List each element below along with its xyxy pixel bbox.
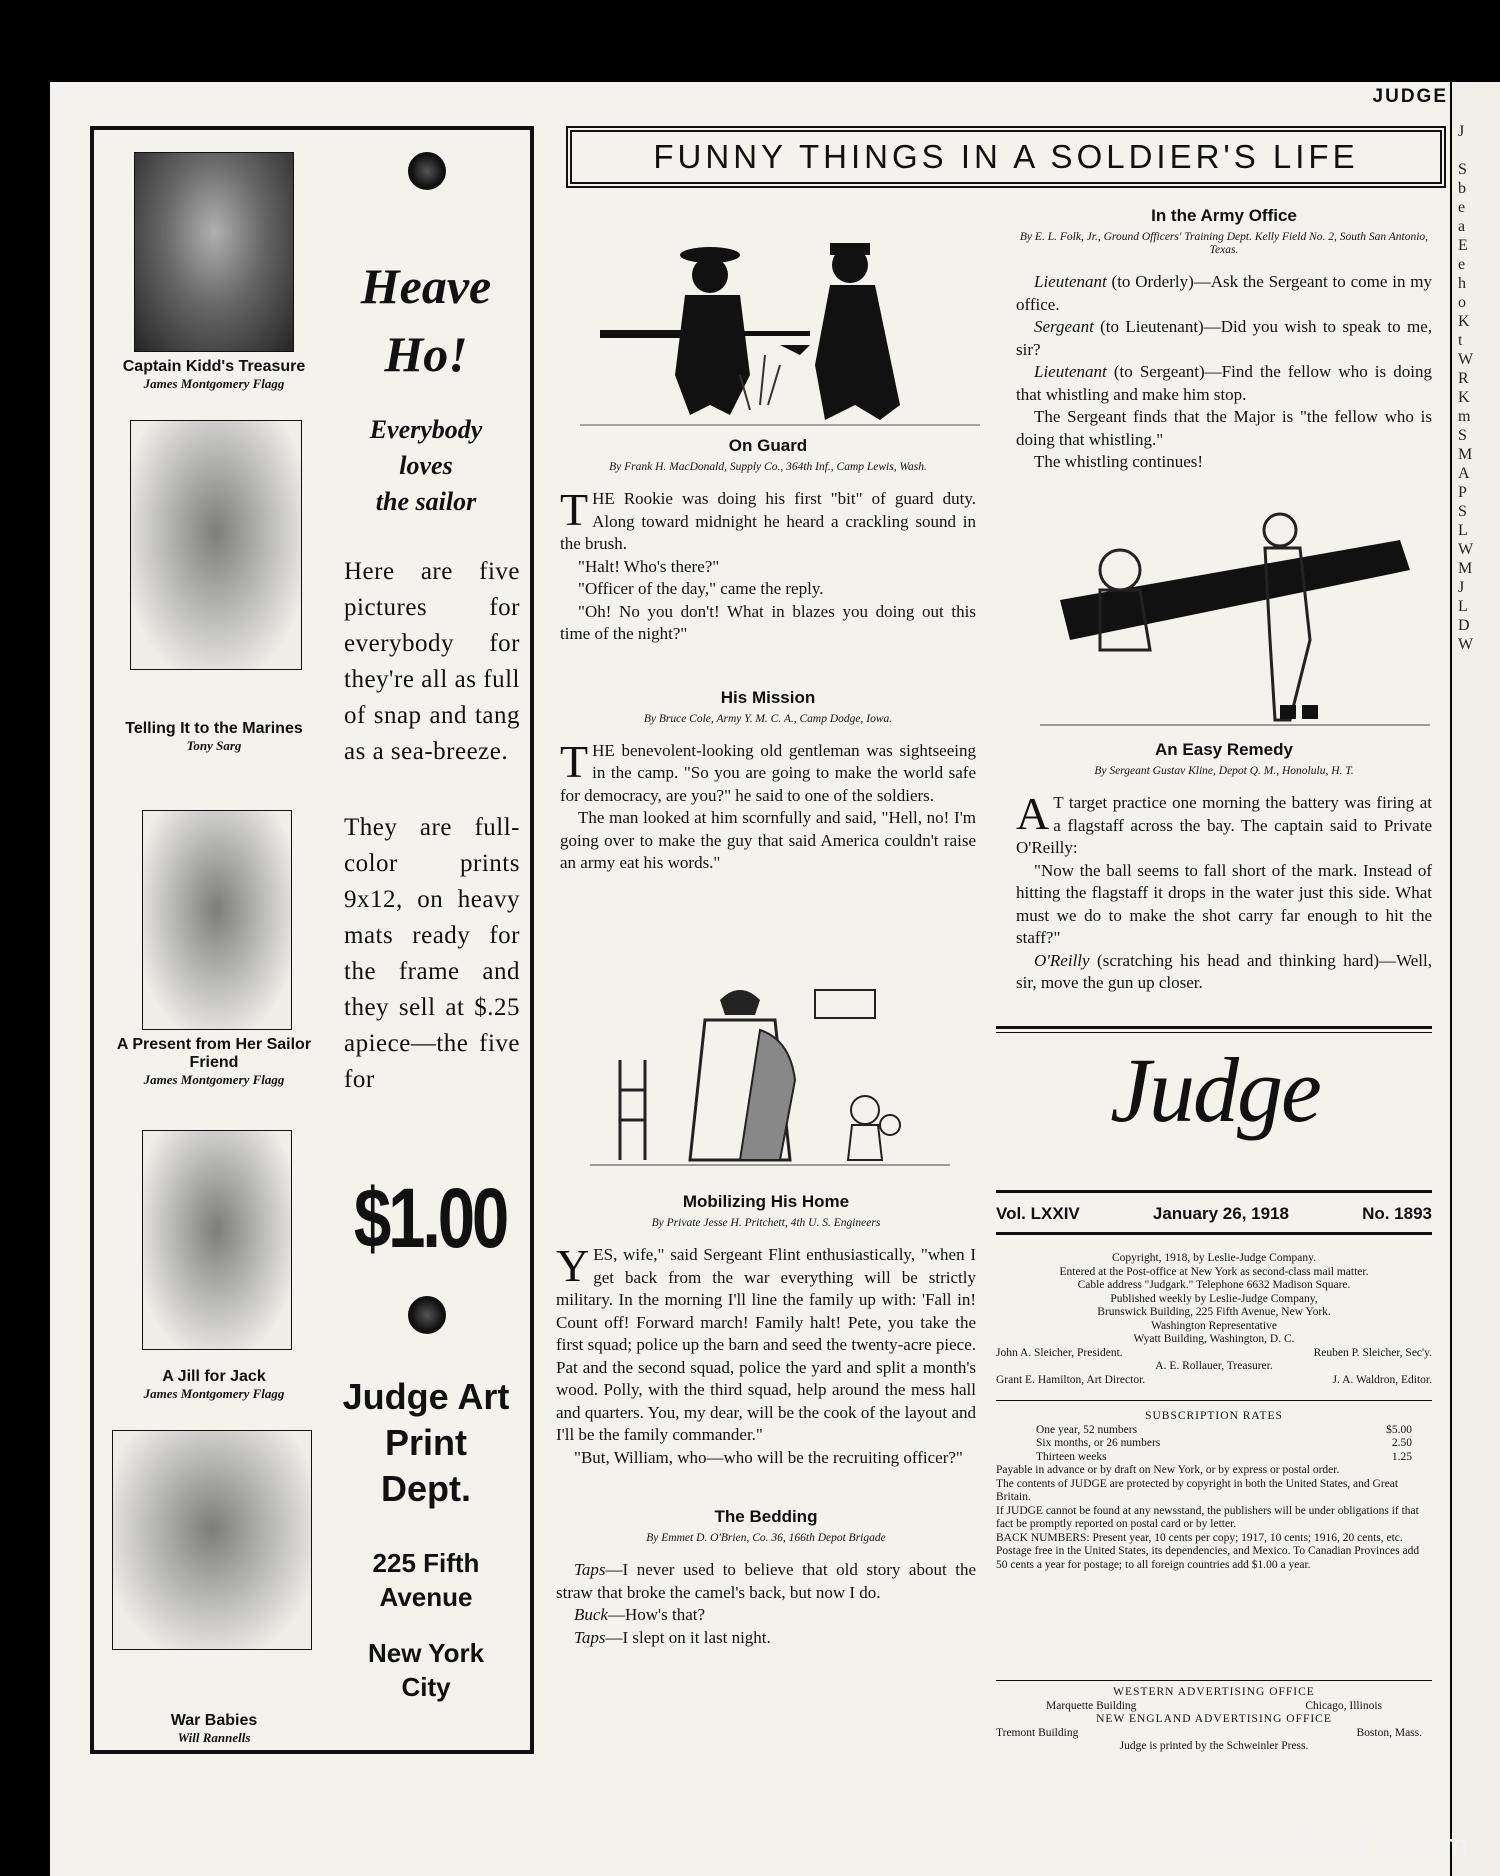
issue-line (996, 1204, 1432, 1224)
headline-ho: Ho! (384, 326, 468, 382)
caption-1: Captain Kidd's Treasure James Montgomery Flagg (122, 358, 306, 391)
dept-line-1: Judge Art (342, 1376, 510, 1417)
dept-line-2: Print (384, 1422, 467, 1463)
story-easy-remedy: An Easy Remedy By Sergeant Gustav Kline, Depot Q. M., Honolulu, H. T. A T target practice one morning the battery was firing at a flagstaff across the bay. The captain said to Private O'Reilly: "Now the ball seems to fall short of the mark. Instead of hitting the flagstaff it drops in the water just this side. What must we do to make the shot carry far enough to hit the staff?" O'Reilly (scratching his head and thinking hard)—Well, sir, move the gun up closer. (1016, 740, 1432, 992)
mobilizing-home-illustration (590, 960, 950, 1180)
story-title: His Mission (720, 687, 816, 707)
ad-paragraph-1: Here are five pictures for everybody for they're all as full of snap and tang as a sea-breeze. (344, 558, 520, 765)
headline-heave: Heave (360, 258, 492, 314)
ad-paragraph-2: They are full-color prints 9x12, on heavy mats ready for the frame and they sell at $.25 apiece—the five for (344, 814, 520, 1093)
judge-emblem-icon-2 (408, 1296, 446, 1334)
picture-war-babies (112, 1430, 312, 1650)
story-byline: By E. L. Folk, Jr., Ground Officers' Training Dept. Kelly Field No. 2, South San Antonio, Texas. (1019, 231, 1429, 256)
caption-5: War Babies Will Rannells (170, 1712, 258, 1745)
story-mobilizing-home: Mobilizing His Home By Private Jesse H. Pritchett, 4th U. S. Engineers YES, wife," said Sergeant Flint enthusiastically, "when I get back from the war everything will be strictly military. In the morning I'll line the family up with: 'Fall in! Count off! Forward march! Family halt! Pete, you take the first squad; police up the barn and seed the twenty-acre piece. Pat and the second squad, police the yard and split a month's wood. Polly, with the third squad, help around the mess hall and quarters. You, my dear, will be the cook of the layout and I'll be the family commander." "But, William, who—who will be the recruiting officer?" The Bedding By Emmet D. O'Brien, Co. 36, 166th Depot Brigade Taps—I never used to believe that old story about the straw that broke the camel's back, but now I do. Buck—How's that? Taps—I slept on it last night. (556, 1192, 976, 1647)
picture-captain-kidd (134, 152, 294, 352)
judge-emblem-icon (408, 152, 446, 190)
easy-remedy-cannon-illustration (1040, 500, 1430, 730)
masthead-rule-top (996, 1026, 1432, 1029)
volume: Vol. LXXIV (996, 1204, 1080, 1223)
picture-jill-for-jack (142, 1130, 292, 1350)
caption-4: A Jill for Jack James Montgomery Flagg (143, 1368, 285, 1401)
issue-number: No. 1893 (1362, 1204, 1432, 1223)
tagline-2: loves (399, 451, 453, 480)
story-title: An Easy Remedy (1155, 740, 1293, 759)
divider (996, 1400, 1432, 1401)
art-print-advertisement (90, 126, 534, 1754)
tagline-1: Everybody (369, 415, 483, 444)
on-guard-silhouette-illustration (580, 205, 980, 435)
picture-telling-marines (130, 420, 302, 670)
feature-heading (566, 126, 1446, 188)
publication-info: Copyright, 1918, by Leslie-Judge Company. Entered at the Post-office at New York as second-class mail matter. Cable address "Judgark." Telephone 6632 Madison Square. Published weekly by Leslie-Judge Company, Brunswick Building, 225 Fifth Avenue, New York. Washington Representative Wyatt Building, Washington, D. C. John A. Sleicher, President. Reuben P. Sleicher, Sec'y. A. E. Rollauer, Treasurer. Grant E. Hamilton, Art Director. J. A. Waldron, Editor. (996, 1252, 1432, 1386)
story-byline: By Frank H. MacDonald, Supply Co., 364th Inf., Camp Lewis, Wash. (609, 461, 927, 473)
story-title: Mobilizing His Home (682, 1192, 850, 1211)
picture-present-sailor-friend (142, 810, 292, 1030)
masthead-rule-below-issue (996, 1232, 1432, 1235)
watermark: comicbooks.com (1204, 1829, 1470, 1864)
caption-2: Telling It to the Marines Tony Sarg (125, 720, 303, 753)
address-line-2: Avenue (379, 1582, 473, 1612)
divider (996, 1680, 1432, 1681)
story-title: On Guard (728, 436, 808, 455)
story-title: The Bedding (714, 1507, 818, 1526)
adjacent-page-edge: J S b e a E e h o K t W R K m S M A P S L W M J L D W (1452, 82, 1500, 1876)
story-byline: By Sergeant Gustav Kline, Depot Q. M., Honolulu, H. T. (1094, 765, 1354, 777)
judge-logo: Judge (1110, 1039, 1320, 1141)
story-on-guard: On Guard By Frank H. MacDonald, Supply Co., 364th Inf., Camp Lewis, Wash. THE Rookie was doing his first "bit" of guard duty. Along toward midnight he heard a crackling sound in the brush. "Halt! Who's there?" "Officer of the day," came the reply. "Oh! No you don't! What in blazes you doing out this time of the night?" His Mission By Bruce Cole, Army Y. M. C. A., Camp Dodge, Iowa. THE benevolent-looking old gentleman was sightseeing in the camp. "So you are going to make the world safe for democracy, are you?" he said to one of the soldiers. The man looked at him scornfully and said, "Hell, no! I'm going over to make the guy that said America couldn't raise an army eat his words." (560, 436, 976, 872)
masthead-rule-top-2 (996, 1032, 1432, 1033)
price: $1.00 (353, 1171, 507, 1265)
story-title: In the Army Office (1151, 206, 1297, 225)
story-army-office: In the Army Office By E. L. Folk, Jr., Ground Officers' Training Dept. Kelly Field No. 2, South San Antonio, Texas. Lieutenant (to Orderly)—Ask the Sergeant to come in my office. Sergeant (to Lieutenant)—Did you wish to speak to me, sir? Lieutenant (to Sergeant)—Find the fellow who is doing that whistling and make him stop. The Sergeant finds that the Major is "the fellow who is doing that whistling." The whistling continues! (1016, 206, 1432, 471)
story-byline: By Emmet D. O'Brien, Co. 36, 166th Depot Brigade (646, 1532, 886, 1544)
advertising-offices: WESTERN ADVERTISING OFFICE Marquette Building Chicago, Illinois NEW ENGLAND ADVERTISING OFFICE Tremont Building Boston, Mass. Judge is printed by the Schweinler Press. (996, 1686, 1422, 1752)
city-line-1: New York (367, 1638, 485, 1668)
running-head: JUDGE (1372, 86, 1448, 107)
dept-line-3: Dept. (381, 1468, 471, 1509)
masthead-rule-mid (996, 1190, 1432, 1193)
feature-title: FUNNY THINGS IN A SOLDIER'S LIFE (653, 138, 1359, 175)
subscription-rates: SUBSCRIPTION RATES One year, 52 numbers $5.00 Six months, or 26 numbers 2.50 Thirteen weeks 1.25 Payable in advance or by draft on New York, or by express or postal order. The contents of JUDGE are protected by copyright in both the United States, and Great Britain. If JUDGE cannot be found at any newsstand, the publishers will be under obligations if that fact be promptly reported on postal card or by letter. BACK NUMBERS: Present year, 10 cents per copy; 1917, 10 cents; 1916, 20 cents, etc. Postage free in the United States, its dependencies, and Mexico. To Canadian Provinces add 50 cents a year for postage; to all foreign countries add $1.00 a year. (996, 1410, 1420, 1571)
story-byline: By Private Jesse H. Pritchett, 4th U. S. Engineers (651, 1217, 881, 1229)
caption-3: A Present from Her Sailor Friend James Montgomery Flagg (116, 1036, 312, 1087)
city-line-2: City (401, 1672, 451, 1702)
story-byline: By Bruce Cole, Army Y. M. C. A., Camp Dodge, Iowa. (643, 712, 893, 725)
issue-date: January 26, 1918 (1152, 1204, 1289, 1223)
address-line-1: 225 Fifth (372, 1548, 480, 1578)
tagline-3: the sailor (375, 487, 477, 516)
